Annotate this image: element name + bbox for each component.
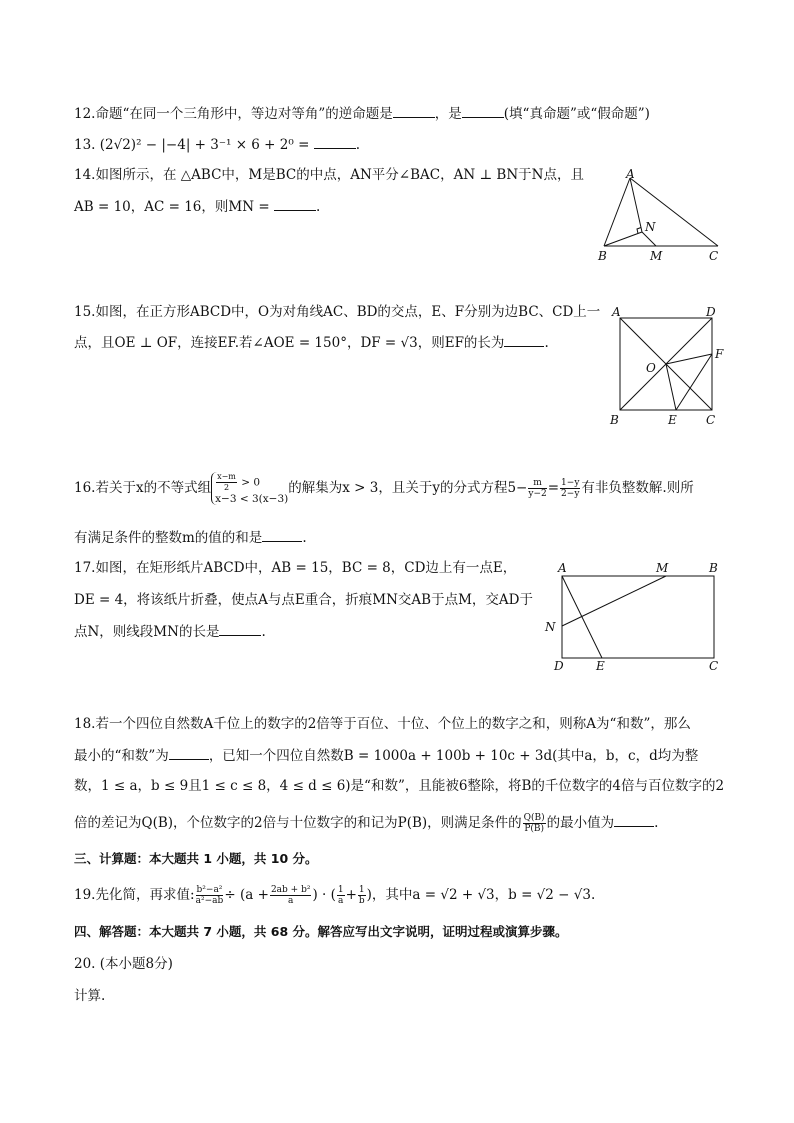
label-a: A [558,561,567,575]
label-m: M [656,561,669,575]
q14-line2-text: AB = 10，AC = 16，则MN = [74,199,270,215]
answer-blank[interactable] [262,527,302,542]
question-20-body: 计算. [74,988,106,1004]
f3-numerator: 1 [337,885,344,895]
question-14-line2 [74,196,320,217]
label-c: C [709,249,719,263]
f1-denominator: a²−ab [195,896,224,906]
segment-oe [666,364,676,410]
square-figure [606,304,728,428]
question-15-line2 [74,332,549,353]
question-18-line1: 18.若一个四位自然数A千位上的数字的2倍等于百位、十位、个位上的数字之和，则称A为“和数”，那么 [74,716,691,732]
q15-suffix: . [544,335,549,351]
label-e: E [668,413,677,427]
q19-prefix: 19.先化简，再求值: [74,887,195,903]
q19-mul: ) · ( [312,887,336,903]
q19-tail: )，其中a = √2 + √3，b = √2 − √3. [366,887,596,903]
section-3-heading: 三、计算题：本大题共 1 小题，共 10 分。 [74,851,318,866]
q12-suffix: (填“真命题”或“假命题”) [503,106,650,122]
q19-plus: + [345,887,357,903]
q13-expression: 13. (2√2)² − |−4| + 3⁻¹ × 6 + 2⁰ = [74,137,310,153]
frac1-denominator: y−2 [528,489,547,499]
f1-numerator: b²−a² [196,885,223,895]
label-c: C [709,659,719,673]
label-o: O [646,361,656,375]
question-12 [74,103,650,124]
q18-frac-numerator: Q(B) [523,813,545,823]
q17-line3-text: 点N，则线段MN的长是 [74,624,220,640]
label-b: B [598,249,607,263]
question-17-line2: DE = 4，将该纸片折叠，使点A与点E重合，折痕MN交AB于点M，交AD于 [74,592,533,608]
label-n: N [545,620,556,634]
q18-line4b: 的最小值为 [546,815,615,831]
section-4-heading: 四、解答题：本大题共 7 小题，共 68 分。解答应写出文字说明，证明过程或演算步骤。 [74,924,568,939]
frac2-denominator: 2−y [561,489,580,499]
rectangle-figure [542,560,726,676]
crease-mn [562,576,666,626]
segment-of [666,354,712,364]
segment-bn [604,232,642,246]
label-a: A [626,167,635,181]
question-20-title: 20. (本小题8分) [74,956,173,972]
answer-blank[interactable] [462,103,504,118]
rectangle-abcd [562,576,714,658]
label-f: F [715,347,724,361]
f2-numerator: 2ab + b² [270,885,311,895]
label-d: D [706,305,716,319]
label-d: D [554,659,564,673]
segment-ac [630,178,718,246]
q19-div: ÷ (a + [224,887,269,903]
question-16-line2 [74,527,307,548]
segment-ae [562,576,602,658]
q16-equals: = [547,480,560,496]
f3-denominator: a [338,896,344,906]
triangle-figure [598,168,728,263]
answer-blank[interactable] [314,134,356,149]
question-17-line1: 17.如图，在矩形纸片ABCD中，AB = 15，BC = 8，CD边上有一点E， [74,560,517,576]
sys-top-denominator: 2 [223,483,230,492]
answer-blank[interactable] [274,196,316,211]
sys-top-numerator: x−m [217,472,236,481]
answer-blank[interactable] [504,332,544,347]
q18-frac-denominator: P(B) [524,824,545,834]
frac2-numerator: 1−y [561,478,580,488]
question-19 [74,878,595,912]
frac1-numerator: m [528,478,546,489]
segment-ef [676,354,712,410]
segment-nm [642,232,656,246]
q18-line2b: ，已知一个四位自然数B = 1000a + 100b + 10c + 3d(其中a，b，c，d均为整 [208,748,699,764]
answer-blank[interactable] [169,745,209,760]
f4-denominator: b [358,896,365,906]
question-18-line3: 数，1 ≤ a，b ≤ 9且1 ≤ c ≤ 8，4 ≤ d ≤ 6)是“和数”，且能被6整除，将B的千位数字的4倍与百位数字的2 [74,778,725,794]
question-15-line1: 15.如图，在正方形ABCD中，O为对角线AC、BD的交点，E、F分别为边BC、CD上一 [74,304,601,320]
q16-suffix: . [302,530,307,546]
question-16-line1 [74,466,694,510]
label-c: C [706,413,716,427]
q17-suffix: . [261,624,266,640]
segment-ab [604,178,630,246]
f2-denominator: a [288,896,294,906]
label-m: M [650,249,663,263]
q12-mid: ，是 [434,106,462,122]
q16-line2-text: 有满足条件的整数m的值的和是 [74,530,263,546]
answer-blank[interactable] [219,621,261,636]
question-13 [74,134,360,155]
answer-blank[interactable] [393,103,435,118]
q18-line2a: 最小的“和数”为 [74,748,169,764]
question-17-line3 [74,621,266,642]
answer-blank[interactable] [614,812,654,827]
question-18-line4 [74,812,658,834]
q13-suffix: . [355,137,360,153]
q18-line4a: 倍的差记为Q(B)，个位数字的2倍与十位数字的和记为P(B)，则满足条件的 [74,815,522,831]
label-b: B [709,561,718,575]
sys-top-rest: > 0 [241,476,261,489]
q16-prefix: 16.若关于x的不等式组 [74,480,212,496]
label-b: B [610,413,619,427]
q15-line2-text: 点，且OE ⊥ OF，连接EF.若∠AOE = 150°，DF = √3，则EF的长为 [74,335,505,351]
q18-suffix: . [654,815,659,831]
question-14-line1: 14.如图所示，在 △ABC中，M是BC的中点，AN平分∠BAC，AN ⊥ BN于N点，且 [74,167,584,183]
sys-bottom: x−3 < 3(x−3) [215,493,289,505]
label-n: N [645,220,656,234]
q16-tail: 有非负整数解.则所 [581,480,694,496]
q16-mid: 的解集为x > 3，且关于y的分式方程5− [288,480,528,496]
inequality-system [211,472,288,505]
q14-suffix: . [315,199,321,215]
label-a: A [612,305,621,319]
f4-numerator: 1 [358,885,365,895]
q12-prefix: 12.命题“在同一个三角形中，等边对等角”的逆命题是 [74,106,393,122]
label-e: E [596,659,605,673]
question-18-line2 [74,745,698,766]
